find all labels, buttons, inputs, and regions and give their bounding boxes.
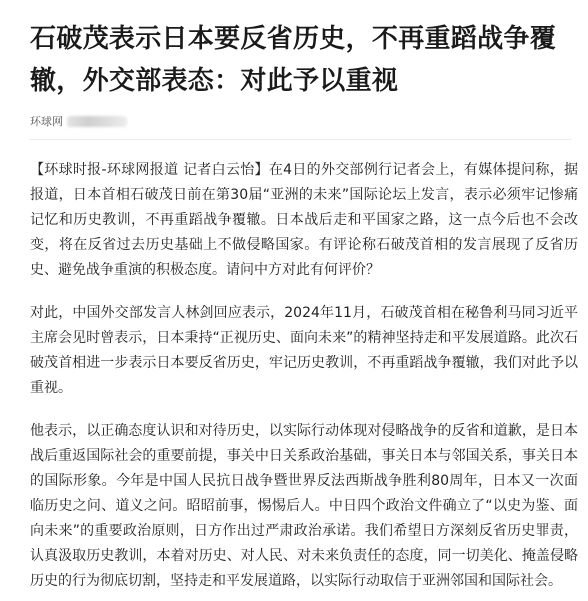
header-divider	[30, 139, 572, 140]
article-title: 石破茂表示日本要反省历史，不再重蹈战争覆辙，外交部表态：对此予以重视	[30, 24, 557, 96]
article-paragraph-1: 【环球时报-环球网报道 记者白云怡】在4日的外交部例行记者会上，有媒体提问称，据报道，日本首相石破茂日前在第30届“亚洲的未来”国际论坛上发言，表示必须牢记惨痛记忆和历史教训，不再重蹈战争覆辙。日本战后走和平国家之路，这一点今后也不会改变，将在反省过去历史基础上不做侵略国家。有评论称石破茂首相的发言展现了反省历史、避免战争重演的积极态度。请问中方对此有何评价？	[30, 162, 578, 278]
article-meta	[30, 113, 127, 129]
article-body	[30, 158, 578, 601]
blurred-timestamp	[67, 116, 127, 127]
article-paragraph-2: 对此，中国外交部发言人林剑回应表示，2024年11月，石破茂首相在秘鲁利马同习近平主席会见时曾表示，日本秉持“正视历史、面向未来”的精神坚持走和平发展道路。此次石破茂首相进一步表示日本要反省历史，牢记历史教训，不再重蹈战争覆辙，我们对此予以重视。	[30, 305, 578, 396]
article-paragraph-3: 他表示，以正确态度认识和对待历史，以实际行动体现对侵略战争的反省和道歉，是日本战后重返国际社会的重要前提，事关中日关系政治基础，事关日本与邻国关系，事关日本的国际形象。今年是中国人民抗日战争暨世界反法西斯战争胜利80周年，日本又一次面临历史之问、道义之问。昭昭前事，惕惕后人。中日四个政治文件确立了“以史为鉴、面向未来”的重要政治原则，日方作出过严肃政治承诺。我们希望日方深刻反省历史罪责，认真汲取历史教训，本着对历史、对人民、对未来负责任的态度，同一切美化、掩盖侵略历史的行为彻底切割，坚持走和平发展道路，以实际行动取信于亚洲邻国和国际社会。	[30, 423, 578, 589]
article-source[interactable]: 环球网	[30, 115, 63, 128]
